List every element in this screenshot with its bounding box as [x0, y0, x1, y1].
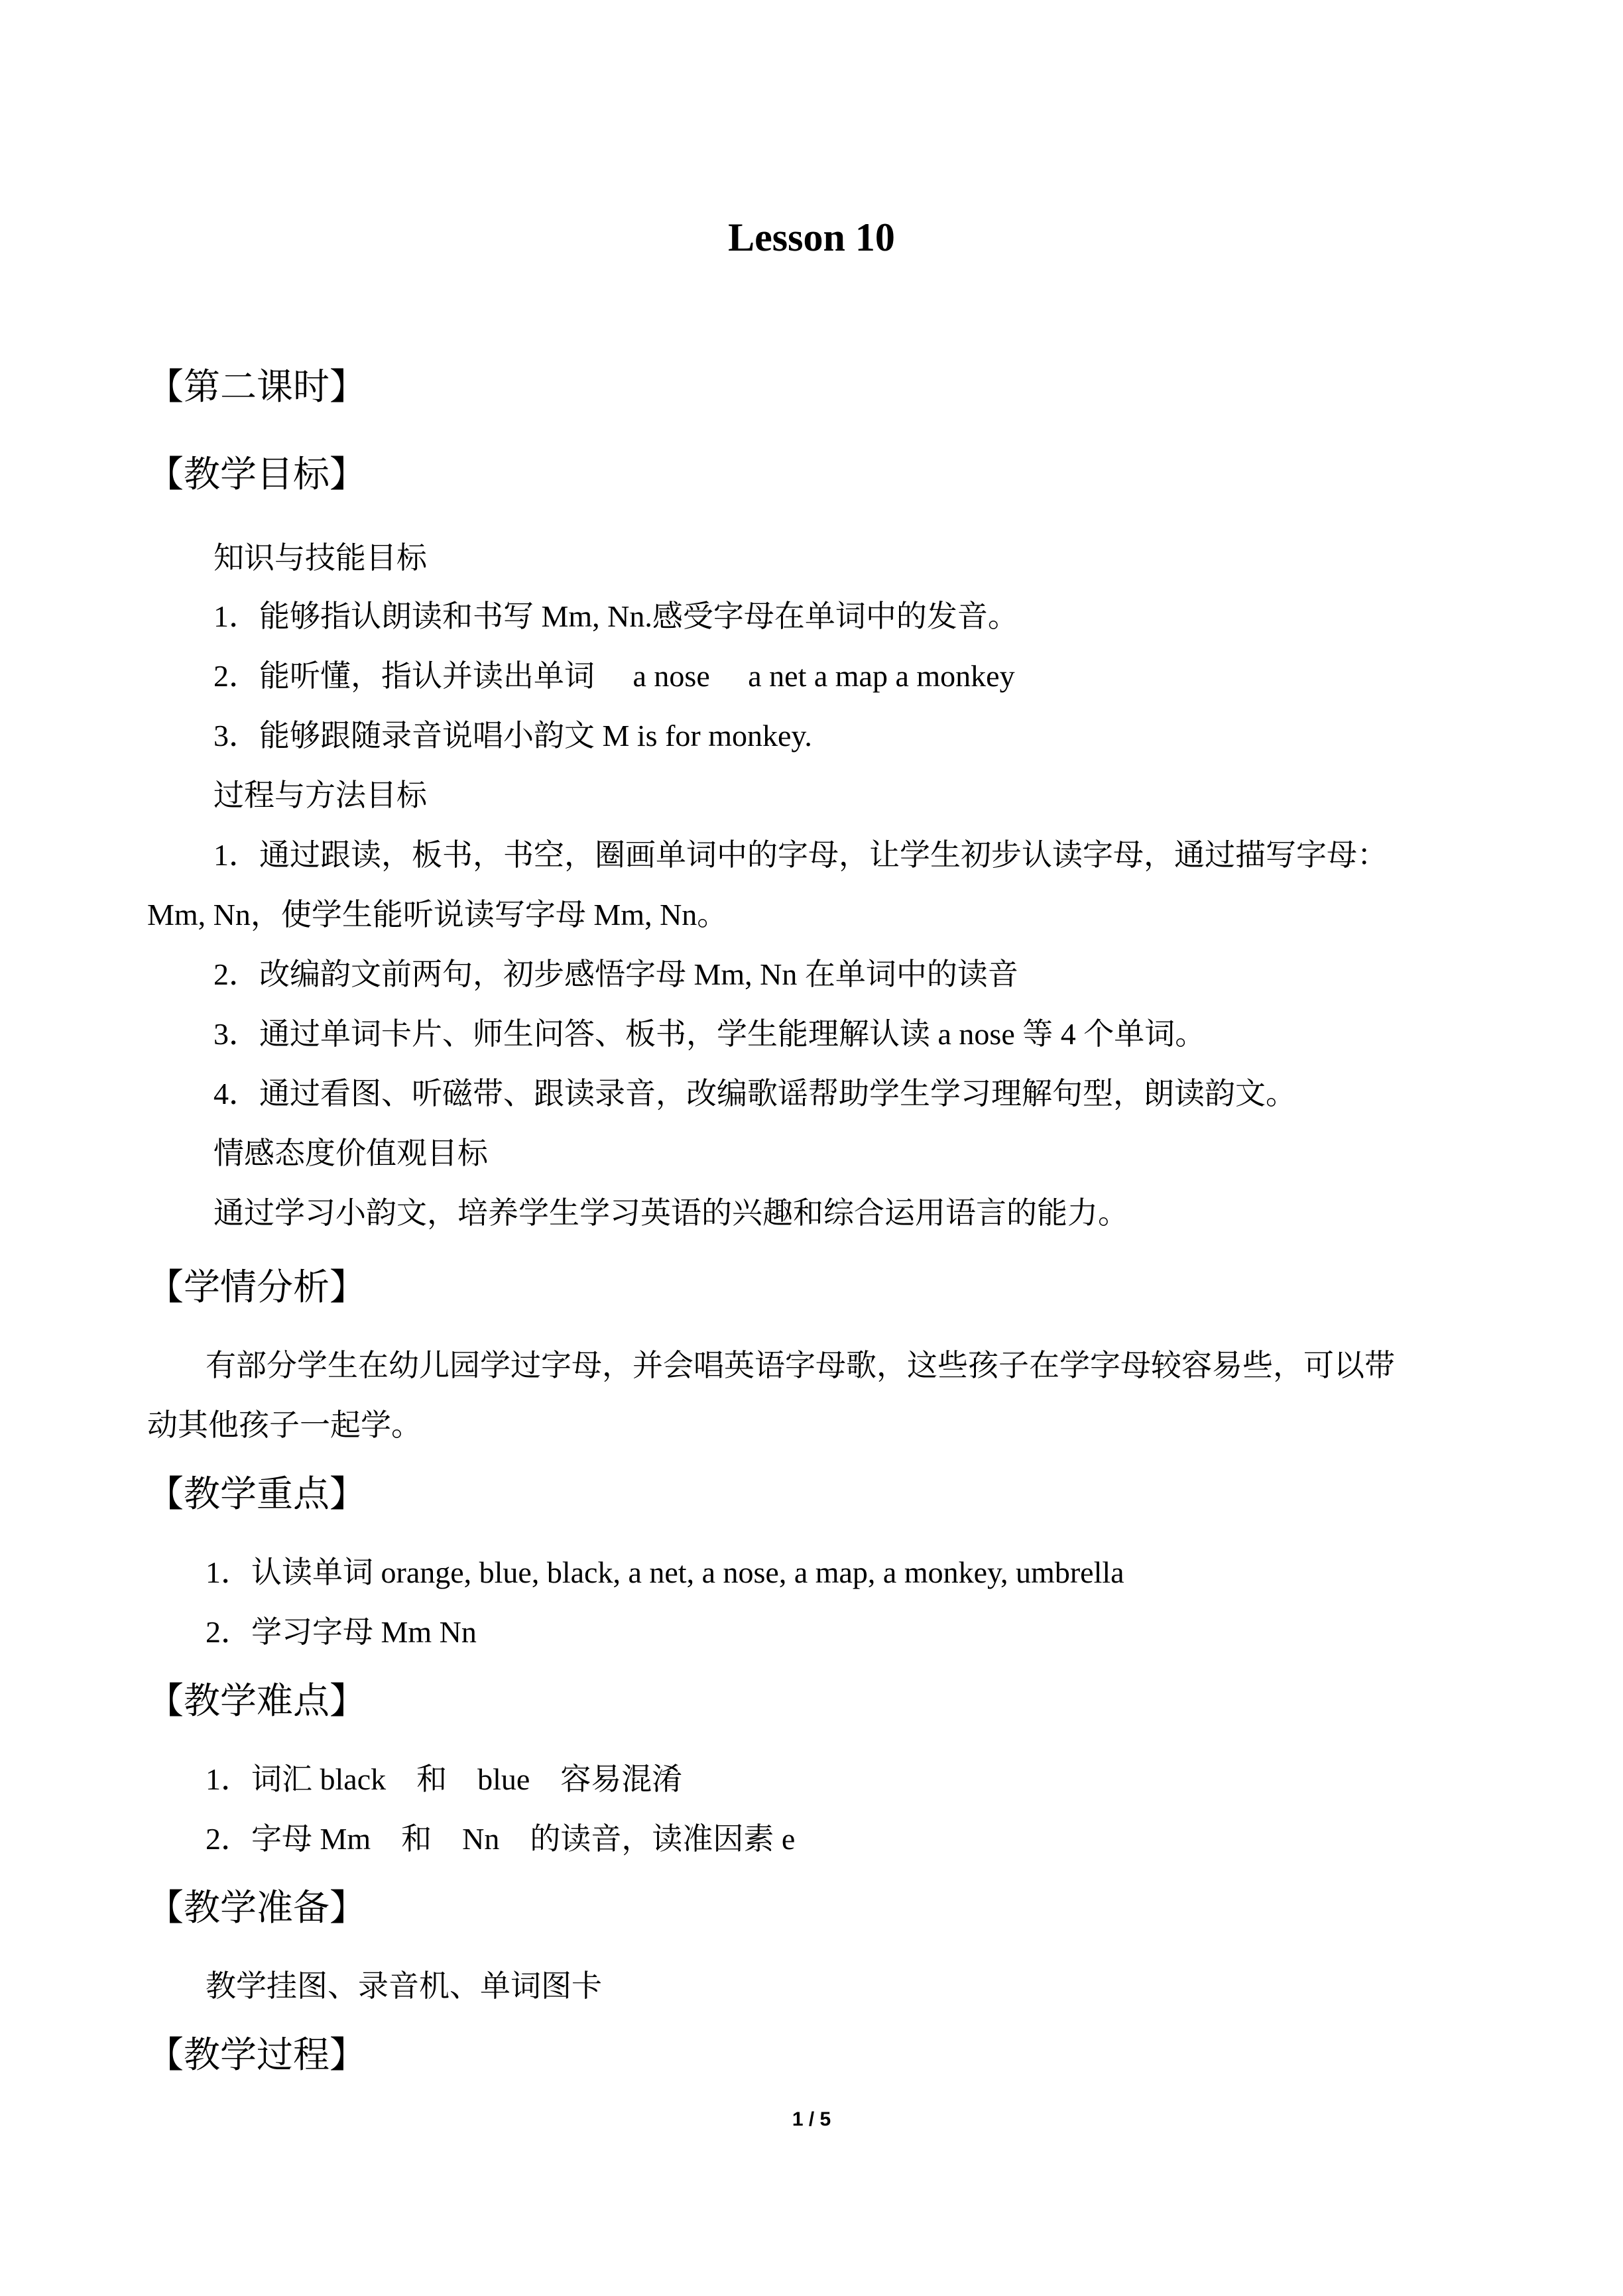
keypoint-item: 1．认读单词 orange, blue, black, a net, a nose, a map, a monkey, umbrella	[206, 1555, 1124, 1589]
preparation-text: 教学挂图、录音机、单词图卡	[206, 1969, 602, 2003]
knowledge-goal-item: 2．能听懂，指认并读出单词 a nose a net a map a monkey	[213, 659, 1015, 693]
analysis-text-continued: 动其他孩子一起学。	[147, 1408, 422, 1442]
section-heading-preparation: 【教学准备】	[147, 1886, 367, 1929]
process-goals-heading: 过程与方法目标	[213, 778, 427, 812]
page-number: 1 / 5	[792, 2108, 831, 2130]
process-goal-item-continued: Mm, Nn，使学生能听说读写字母 Mm, Nn。	[147, 898, 728, 932]
document-title: Lesson 10	[728, 215, 895, 259]
section-heading-period: 【第二课时】	[147, 365, 367, 408]
emotion-goals-heading: 情感态度价值观目标	[213, 1136, 488, 1170]
process-goal-item: 1．通过跟读，板书，书空，圈画单词中的字母，让学生初步认读字母，通过描写字母：	[213, 838, 1388, 872]
section-heading-difficulties: 【教学难点】	[147, 1679, 367, 1722]
process-goal-item: 2．改编韵文前两句，初步感悟字母 Mm, Nn 在单词中的读音	[213, 957, 1018, 991]
process-goal-item: 3．通过单词卡片、师生问答、板书，学生能理解认读 a nose 等 4 个单词。	[213, 1017, 1206, 1051]
knowledge-goals-heading: 知识与技能目标	[213, 541, 427, 575]
section-heading-goals: 【教学目标】	[147, 453, 367, 495]
analysis-text: 有部分学生在幼儿园学过字母，并会唱英语字母歌，这些孩子在学字母较容易些，可以带	[206, 1349, 1395, 1382]
section-heading-analysis: 【学情分析】	[147, 1266, 367, 1308]
difficulty-item: 1．词汇 black 和 blue 容易混淆	[206, 1762, 683, 1796]
emotion-goal-text: 通过学习小韵文，培养学生学习英语的兴趣和综合运用语言的能力。	[213, 1196, 1128, 1230]
keypoint-item: 2．学习字母 Mm Nn	[206, 1615, 477, 1649]
knowledge-goal-item: 1．能够指认朗读和书写 Mm, Nn.感受字母在单词中的发音。	[213, 599, 1018, 633]
section-heading-keypoints: 【教学重点】	[147, 1473, 367, 1515]
process-goal-item: 4．通过看图、听磁带、跟读录音，改编歌谣帮助学生学习理解句型，朗读韵文。	[213, 1077, 1296, 1111]
difficulty-item: 2．字母 Mm 和 Nn 的读音，读准因素 e	[206, 1822, 796, 1856]
section-heading-process: 【教学过程】	[147, 2033, 367, 2076]
knowledge-goal-item: 3．能够跟随录音说唱小韵文 M is for monkey.	[213, 719, 812, 753]
